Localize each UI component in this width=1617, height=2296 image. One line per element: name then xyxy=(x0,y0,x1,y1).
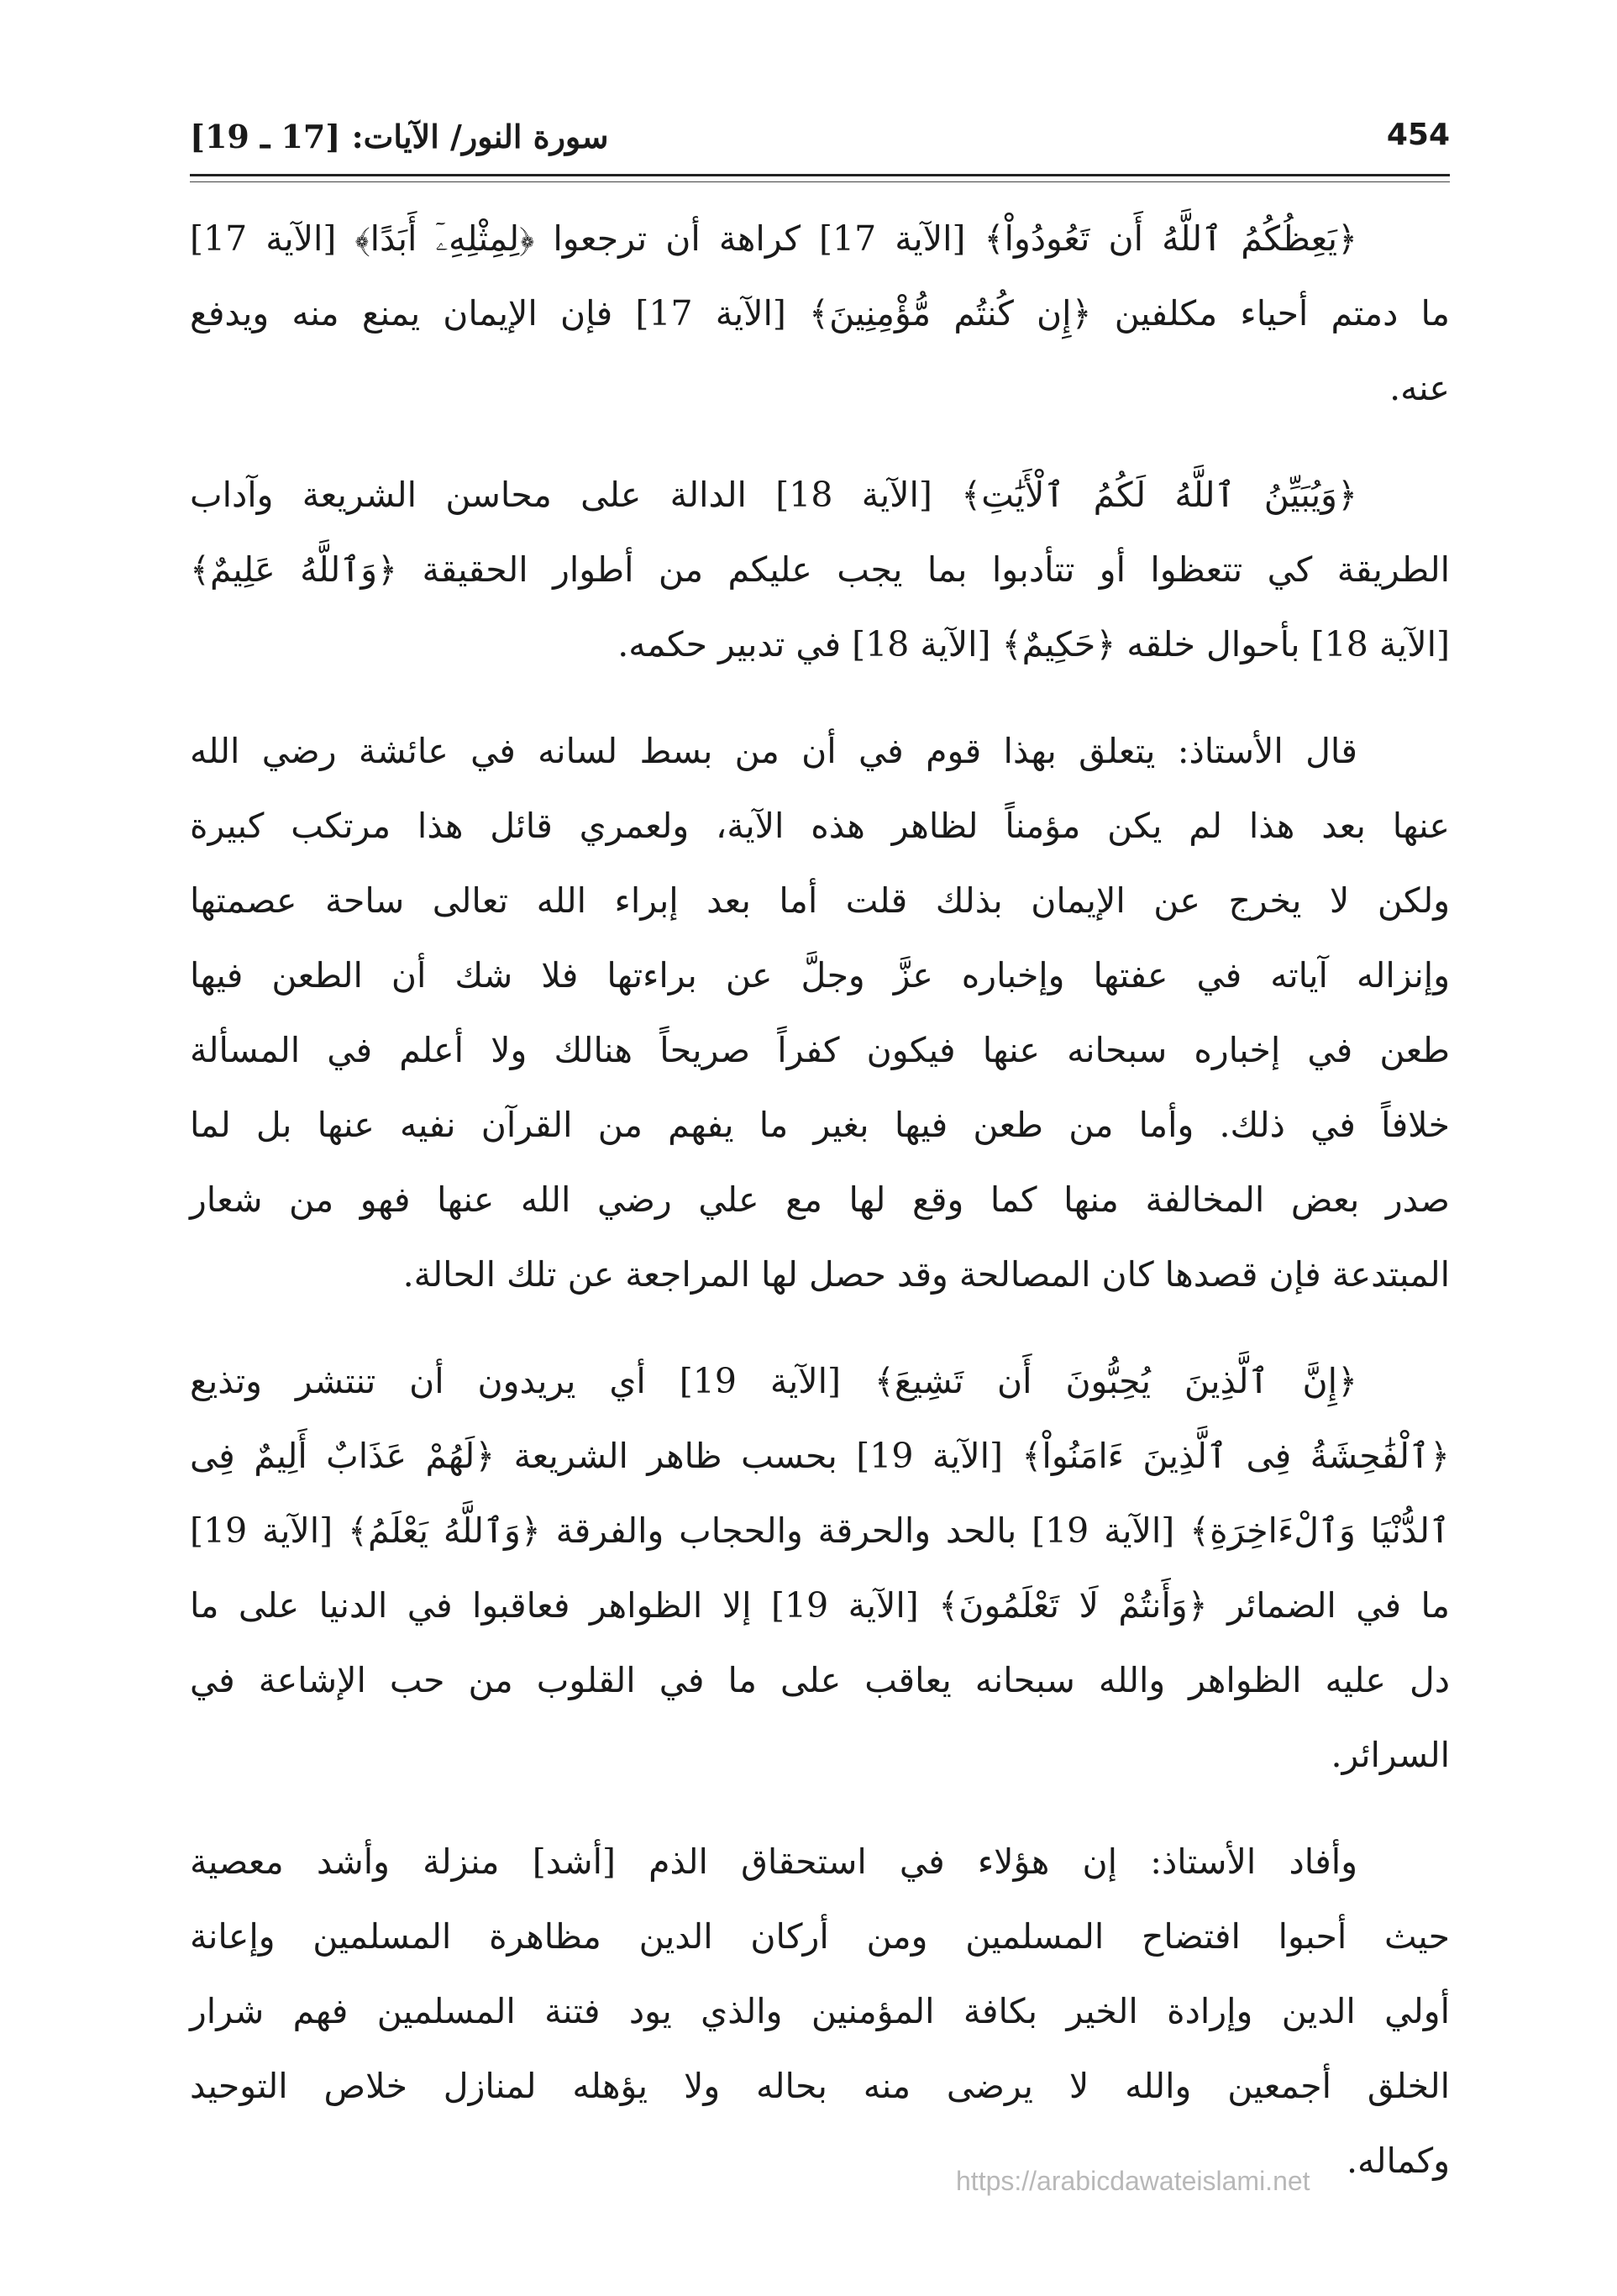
header-rule-thin xyxy=(190,181,1450,182)
text-line: الطريقة كي تتعظوا أو تتأدبوا بما يجب عليكم من أطوار الحقيقة ﴿وَٱللَّهُ عَلِيمٌ﴾ xyxy=(190,549,1450,590)
text-line: حيث أحبوا افتضاح المسلمين ومن أركان الدين مظاهرة المسلمين وإعانة xyxy=(190,1916,1450,1957)
text-line: عنها بعد هذا لم يكن مؤمناً لظاهر هذه الآية، ولعمري قائل هذا مرتكب كبيرة xyxy=(190,806,1451,846)
text-line: وأفاد الأستاذ: إن هؤلاء في استحقاق الذم [أشد] منزلة وأشد معصية xyxy=(190,1842,1357,1882)
text-line: ما دمتم أحياء مكلفين ﴿إِن كُنتُم مُّؤْمِنِينَ﴾ [الآية 17] فإن الإيمان يمنع منه ويدفع xyxy=(190,293,1450,334)
text-line: صدر بعض المخالفة منها كما وقع لها مع علي رضي الله عنها فهو من شعار xyxy=(190,1180,1450,1220)
text-line: ﴿إِنَّ ٱلَّذِينَ يُحِبُّونَ أَن تَشِيعَ﴾ [الآية 19] أي يريدون أن تنتشر وتذيع xyxy=(190,1361,1357,1401)
text-line: وإنزاله آياته في عفتها وإخباره عزَّ وجلَّ عن براءتها فلا شك أن الطعن فيها xyxy=(190,955,1450,996)
text-line: ﴿ٱلْفَٰحِشَةُ فِى ٱلَّذِينَ ءَامَنُواْ﴾ [الآية 19] بحسب ظاهر الشريعة ﴿لَهُمْ عَذَابٌ أَلِيمٌ فِى xyxy=(190,1436,1450,1476)
text-line: ولكن لا يخرج عن الإيمان بذلك قلت أما بعد إبراء الله تعالى ساحة عصمتها xyxy=(190,880,1450,921)
text-line: ٱلدُّنْيَا وَٱلْءَاخِرَةِ﴾ [الآية 19] بالحد والحرقة والحجاب والفرقة ﴿وَٱللَّهُ يَعْلَمُ﴾ [الآية 19] xyxy=(190,1511,1450,1551)
text-line: طعن في إخباره سبحانه عنها فيكون كفراً صريحاً هنالك ولا أعلم في المسألة xyxy=(190,1030,1450,1070)
text-line: [الآية 18] بأحوال خلقه ﴿حَكِيمٌ﴾ [الآية 18] في تدبير حكمه. xyxy=(617,624,1450,665)
page-body xyxy=(190,202,1450,2230)
text-line: ما في الضمائر ﴿وَأَنتُمْ لَا تَعْلَمُونَ﴾ [الآية 19] إلا الظواهر فعاقبوا في الدنيا على ما xyxy=(190,1585,1451,1626)
text-line: الخلق أجمعين والله لا يرضى منه بحاله ولا يؤهله لمنازل خلاص التوحيد xyxy=(190,2066,1450,2106)
header-rule xyxy=(190,174,1450,176)
paragraph-commentary-aisha xyxy=(190,714,1450,1312)
paragraph-verse-18 xyxy=(190,458,1450,682)
text-line: خلافاً في ذلك. وأما من طعن فيها بغير ما يفهم من القرآن نفيه عنها بل لما xyxy=(190,1105,1450,1145)
page-number: 454 xyxy=(1386,118,1450,152)
paragraph-commentary-ustadh xyxy=(190,1825,1450,2199)
text-line: قال الأستاذ: يتعلق بهذا قوم في أن من بسط لسانه في عائشة رضي الله xyxy=(190,731,1357,771)
text-line: المبتدعة فإن قصدها كان المصالحة وقد حصل لها المراجعة عن تلك الحالة. xyxy=(402,1254,1450,1295)
page-header xyxy=(190,118,1450,168)
text-line: السرائر. xyxy=(1331,1735,1450,1775)
paragraph-verse-17 xyxy=(190,202,1450,426)
text-line: دل عليه الظواهر والله سبحانه يعاقب على ما في القلوب من حب الإشاعة في xyxy=(190,1660,1450,1700)
text-line: وكماله. xyxy=(1346,2141,1450,2181)
paragraph-verse-19 xyxy=(190,1344,1450,1793)
website-watermark: https://arabicdawateislami.net xyxy=(956,2166,1310,2196)
running-title: سورة النور/ الآيات: [17 ـ 19] xyxy=(190,118,609,155)
text-line: ﴿وَيُبَيِّنُ ٱللَّهُ لَكُمُ ٱلْأَيَٰتِ﴾ [الآية 18] الدالة على محاسن الشريعة وآداب xyxy=(190,475,1357,515)
text-line: أولي الدين وإرادة الخير بكافة المؤمنين والذي يود فتنة المسلمين فهم شرار xyxy=(190,1991,1450,2031)
text-line: ﴿يَعِظُكُمُ ٱللَّهُ أَن تَعُودُواْ﴾ [الآية 17] كراهة أن ترجعوا ﴿لِمِثْلِهِۦٓ أَبَدًا﴾ [الآية 17] xyxy=(190,218,1358,259)
text-line: عنه. xyxy=(1389,368,1450,408)
